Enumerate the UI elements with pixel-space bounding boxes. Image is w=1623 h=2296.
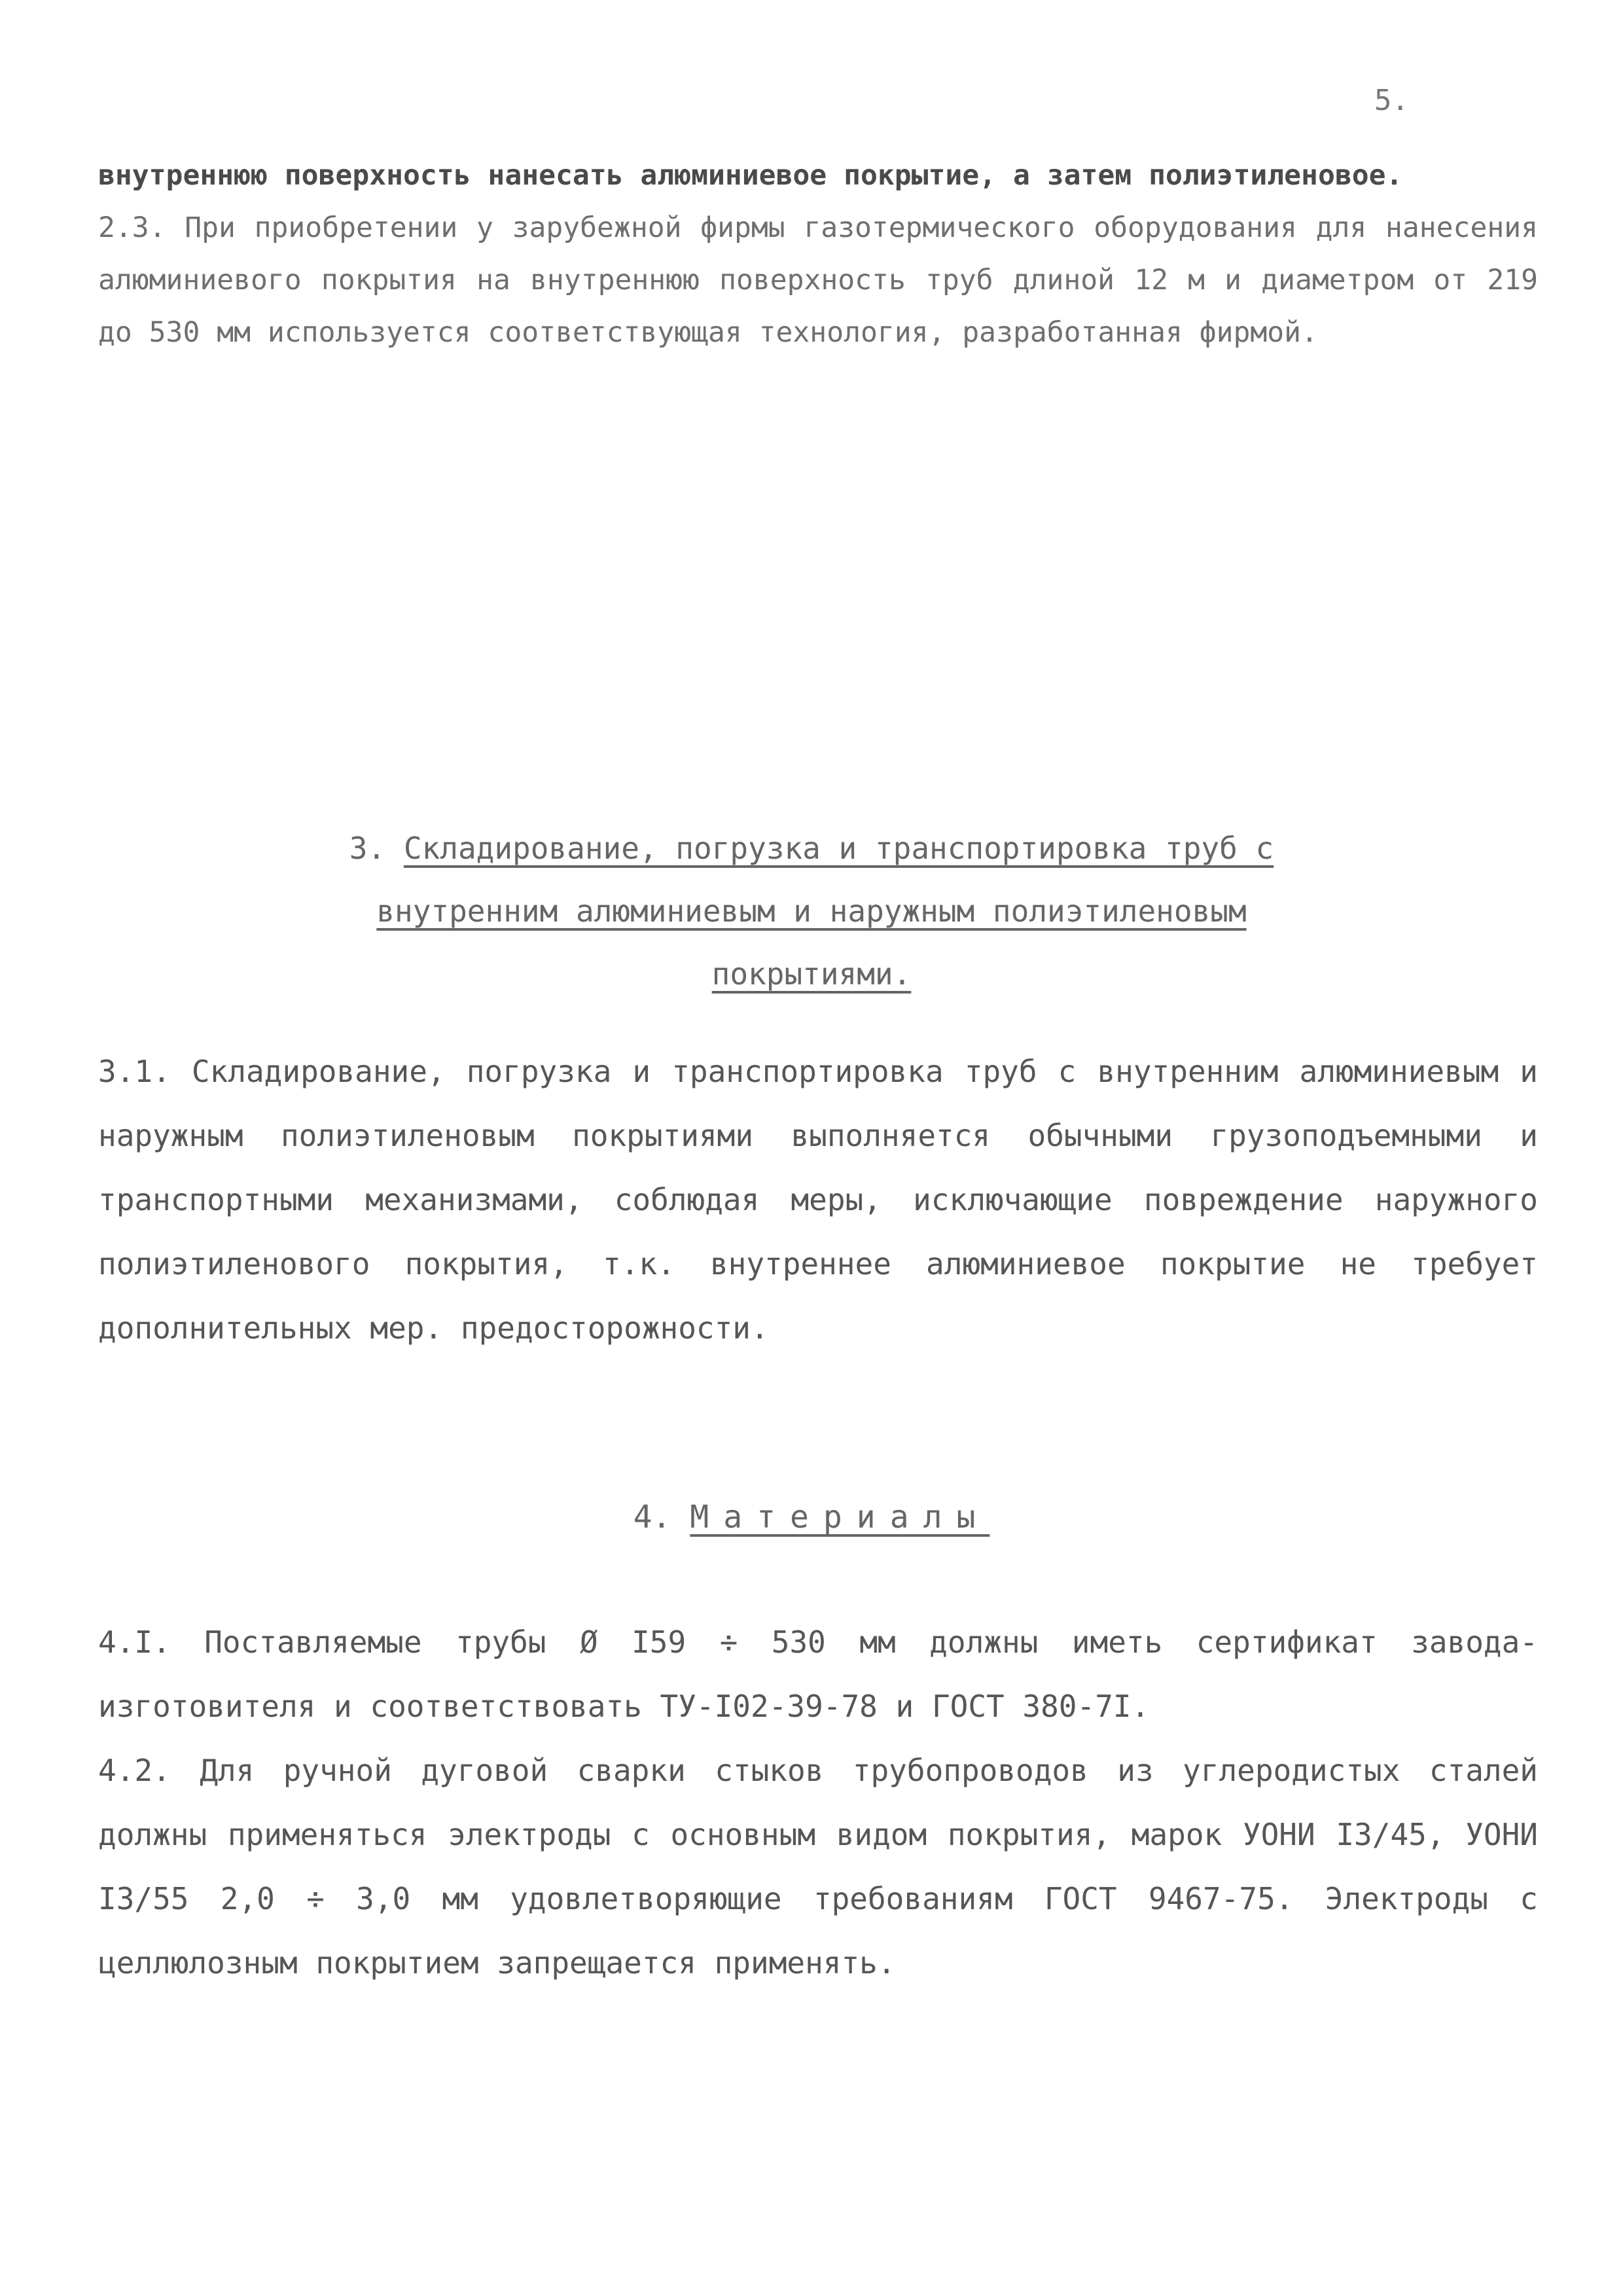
section-3-heading xyxy=(98,817,1525,1005)
paragraph-2-3: 2.3. При приобретении у зарубежной фирмы газотермического оборудования для нанесения алюминиевого покрытия на внутреннюю поверхность труб длиной 12 м и диаметром от 219 до 530 мм используется соответствующая технология, разработанная фирмой. xyxy=(98,211,1538,349)
section-4-number: 4. xyxy=(633,1499,671,1535)
section-3-title-line-2: внутренним алюминиевым и наружным полиэтиленовым xyxy=(376,893,1247,929)
section-3-title-line-1: Складирование, погрузка и транспортировка труб с xyxy=(403,831,1274,866)
paragraph-4-1: 4.I. Поставляемые трубы Ø I59 ÷ 530 мм должны иметь сертификат завода-изготовителя и соответствовать ТУ-I02-39-78 и ГОСТ 380-7I. xyxy=(98,1624,1538,1724)
section-3-body xyxy=(98,1039,1538,1360)
section-3-title-line-3: покрытиями. xyxy=(711,956,912,992)
section-4-body xyxy=(98,1610,1538,1995)
page-number: 5. xyxy=(1374,84,1409,117)
section-4-heading xyxy=(98,1499,1525,1535)
paragraph-continuation: внутреннюю поверхность нанесать алюминиевое покрытие, а затем полиэтиленовое. xyxy=(98,159,1403,192)
paragraph-4-2: 4.2. Для ручной дуговой сварки стыков трубопроводов из углеродистых сталей должны применяться электроды с основным видом покрытия, марок УОНИ I3/45, УОНИ I3/55 2,0 ÷ 3,0 мм удовлетворяющие требованиям ГОСТ 9467-75. Электроды с целлюлозным покрытием запрещается применять. xyxy=(98,1753,1538,1981)
section-3-number: 3. xyxy=(349,831,386,866)
top-text-block xyxy=(98,149,1538,359)
paragraph-3-1: 3.1. Складирование, погрузка и транспортировка труб с внутренним алюминиевым и наружным полиэтиленовым покрытиями выполняется обычными грузоподъемными и транспортными механизмами, соблюдая меры, исключающие повреждение наружного полиэтиленового покрытия, т.к. внутреннее алюминиевое покрытие не требует дополнительных мер. предосторожности. xyxy=(98,1054,1538,1346)
section-4-title: Материалы xyxy=(690,1499,990,1535)
